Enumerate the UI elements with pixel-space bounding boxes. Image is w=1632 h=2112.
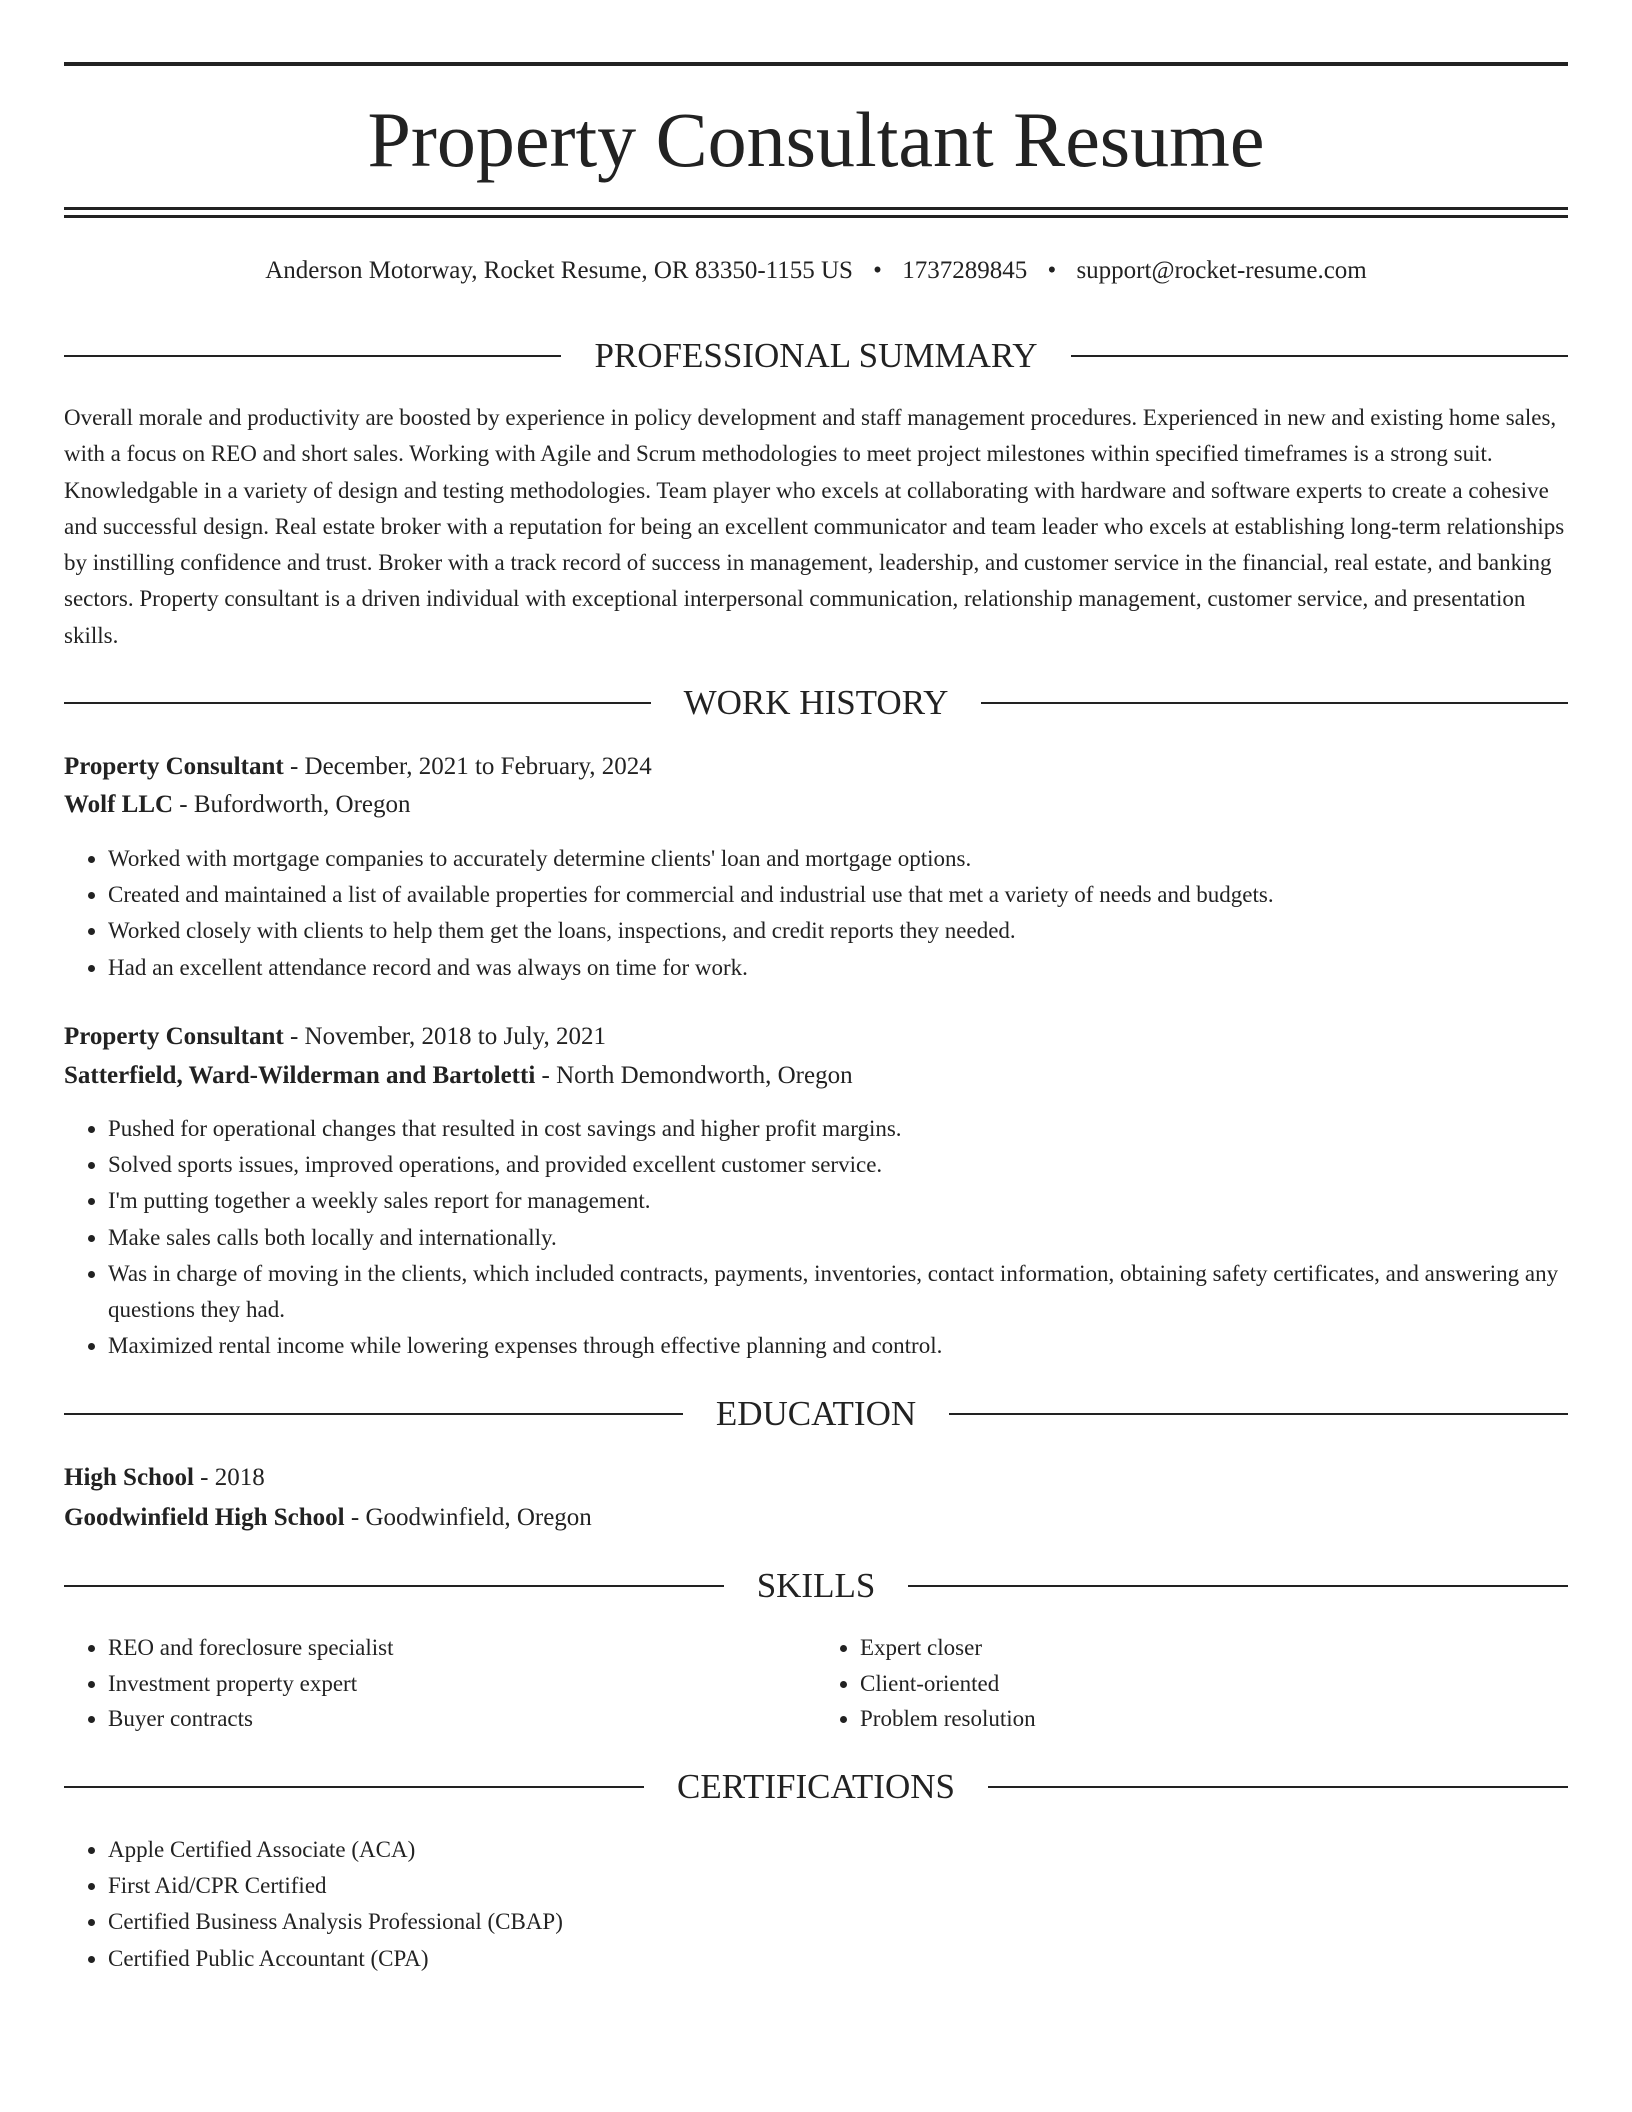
certification-item: • Certified Public Accountant (CPA) xyxy=(108,1941,1612,1977)
section-title: PROFESSIONAL SUMMARY xyxy=(594,336,1038,375)
job-bullet: • Solved sports issues, improved operations, and provided excellent customer service. xyxy=(108,1147,1612,1183)
section-title: WORK HISTORY xyxy=(683,683,949,722)
education-school: Goodwinfield High School xyxy=(64,1504,345,1531)
skills-list-left xyxy=(64,1630,816,1737)
heading-rule xyxy=(981,702,1568,704)
education-location: - Goodwinfield, Oregon xyxy=(344,1504,592,1531)
job-location: - Bufordworth, Oregon xyxy=(173,791,411,818)
heading-rule xyxy=(64,355,561,357)
section-title: CERTIFICATIONS xyxy=(677,1767,955,1806)
certifications-list xyxy=(64,1832,1612,1977)
skill-item: • Buyer contracts xyxy=(108,1701,816,1737)
job-bullet: • Was in charge of moving in the clients, which included contracts, payments, inventories, contact information, obtaining safety certificates, and answering any questions they had. xyxy=(108,1256,1612,1328)
job-bullet: • Worked closely with clients to help them get the loans, inspections, and credit reports they needed. xyxy=(108,913,1612,949)
job-bullet: • Had an excellent attendance record and was always on time for work. xyxy=(108,950,1612,986)
skill-item: • REO and foreclosure specialist xyxy=(108,1630,816,1666)
job-bullet: • Make sales calls both locally and internationally. xyxy=(108,1220,1612,1256)
education-school-line xyxy=(64,1501,592,1535)
contact-line xyxy=(64,254,1568,288)
job-bullets xyxy=(64,1111,1612,1364)
heading-rule xyxy=(64,702,651,704)
skills-columns xyxy=(64,1630,1568,1737)
job-bullet: • I'm putting together a weekly sales report for management. xyxy=(108,1183,1612,1219)
heading-rule xyxy=(64,1413,683,1415)
job-bullet: • Pushed for operational changes that resulted in cost savings and higher profit margins. xyxy=(108,1111,1612,1147)
skill-item: • Client-oriented xyxy=(860,1666,1568,1702)
skill-item: • Investment property expert xyxy=(108,1666,816,1702)
education-degree-line xyxy=(64,1461,265,1495)
top-rule xyxy=(64,62,1568,66)
section-title: SKILLS xyxy=(756,1566,876,1605)
contact-separator: • xyxy=(873,257,882,284)
job-title: Property Consultant xyxy=(64,1023,284,1050)
certification-item: • Apple Certified Associate (ACA) xyxy=(108,1832,1612,1868)
education-year: - 2018 xyxy=(193,1464,265,1491)
job-company: Satterfield, Ward-Wilderman and Bartoletti xyxy=(64,1062,536,1089)
summary-heading xyxy=(64,333,1568,379)
contact-email: support@rocket-resume.com xyxy=(1076,257,1367,284)
job-dates: - December, 2021 to February, 2024 xyxy=(283,753,652,780)
job-bullet: • Created and maintained a list of available properties for commercial and industrial use that met a variety of needs and budgets. xyxy=(108,877,1612,913)
education-degree: High School xyxy=(64,1464,194,1491)
contact-address: Anderson Motorway, Rocket Resume, OR 83350-1155 US xyxy=(265,257,853,284)
certification-item: • First Aid/CPR Certified xyxy=(108,1868,1612,1904)
heading-rule xyxy=(949,1413,1568,1415)
title-rule-upper xyxy=(64,207,1568,210)
job-company-line xyxy=(64,788,411,822)
job-bullet: • Worked with mortgage companies to accurately determine clients' loan and mortgage options. xyxy=(108,841,1612,877)
heading-rule xyxy=(64,1786,644,1788)
job-location: - North Demondworth, Oregon xyxy=(535,1062,853,1089)
job-title: Property Consultant xyxy=(64,753,284,780)
job-bullet: • Maximized rental income while lowering expenses through effective planning and control. xyxy=(108,1328,1612,1364)
title-rule-lower xyxy=(64,215,1568,218)
summary-text: Overall morale and productivity are boosted by experience in policy development and staff management procedures. Experienced in new and existing home sales, with a focus on REO and short sales. Working with Agile and Scrum methodologies to meet project milestones within specified timeframes is a strong suit. Knowledgable in a variety of design and testing methodologies. Team player who excels at collaborating with hardware and software experts to create a cohesive and successful design. Real estate broker with a reputation for being an excellent communicator and team leader who excels at establishing long-term relationships by instilling confidence and trust. Broker with a track record of success in management, leadership, and customer service in the financial, real estate, and banking sectors. Property consultant is a driven individual with exceptional interpersonal communication, relationship management, customer service, and presentation skills. xyxy=(64,405,1565,648)
certification-item: • Certified Business Analysis Professional (CBAP) xyxy=(108,1904,1612,1940)
certifications-heading xyxy=(64,1764,1568,1810)
heading-rule xyxy=(908,1585,1568,1587)
job-company: Wolf LLC xyxy=(64,791,174,818)
skills-heading xyxy=(64,1563,1568,1609)
work-history-heading xyxy=(64,680,1568,726)
skills-list-right xyxy=(816,1630,1568,1737)
job-title-line xyxy=(64,1020,606,1054)
page-title: Property Consultant Resume xyxy=(367,96,1265,183)
job-bullets xyxy=(64,841,1612,986)
job-dates: - November, 2018 to July, 2021 xyxy=(283,1023,607,1050)
skill-item: • Expert closer xyxy=(860,1630,1568,1666)
contact-phone: 1737289845 xyxy=(902,257,1028,284)
section-title: EDUCATION xyxy=(715,1394,917,1433)
heading-rule xyxy=(64,1585,724,1587)
heading-rule xyxy=(988,1786,1568,1788)
education-heading xyxy=(64,1391,1568,1437)
heading-rule xyxy=(1071,355,1568,357)
skill-item: • Problem resolution xyxy=(860,1701,1568,1737)
job-company-line xyxy=(64,1059,853,1093)
job-title-line xyxy=(64,750,652,784)
contact-separator: • xyxy=(1047,257,1057,284)
